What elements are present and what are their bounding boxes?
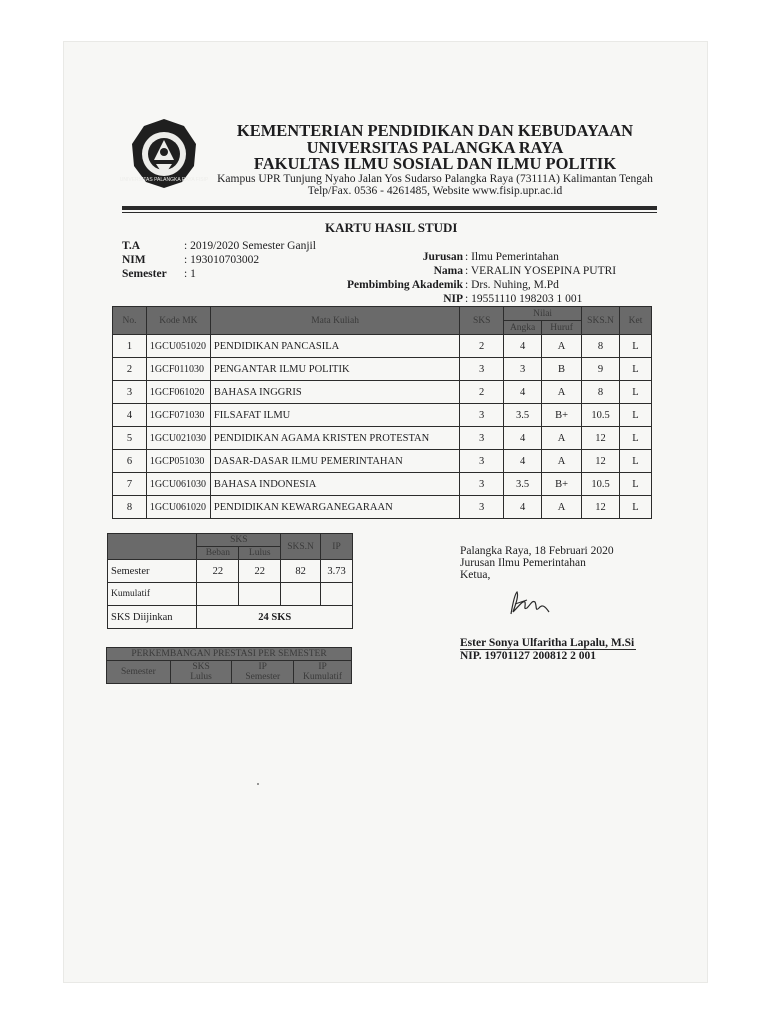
cell-angka: 3	[504, 358, 542, 381]
cell-no: 6	[113, 450, 147, 473]
table-row	[113, 450, 652, 473]
col-sks: SKS	[460, 307, 504, 335]
summary-sks-diijinkan-value: 24 SKS	[197, 606, 353, 629]
cell-huruf: B+	[542, 404, 582, 427]
cell-ket: L	[620, 496, 652, 519]
signature-name: Ester Sonya Ulfaritha Lapalu, M.Si	[460, 637, 635, 649]
cell-no: 7	[113, 473, 147, 496]
cell-sks: 3	[460, 358, 504, 381]
cell-angka: 4	[504, 335, 542, 358]
signature-dept: Jurusan Ilmu Pemerintahan	[460, 557, 586, 569]
col-no: No.	[113, 307, 147, 335]
cell-huruf: A	[542, 427, 582, 450]
cell-huruf: A	[542, 496, 582, 519]
summary-header-row	[108, 534, 353, 547]
progress-col-ip-semester-line2: Semester	[245, 672, 281, 682]
cell-sksn: 8	[582, 381, 620, 404]
pembimbing-label: Pembimbing Akademik	[347, 279, 463, 291]
nama-label: Nama	[433, 265, 463, 277]
summary-kumulatif-ip	[321, 583, 353, 606]
signature-role: Ketua,	[460, 569, 491, 581]
summary-corner	[108, 534, 197, 560]
cell-kode: 1GCU021030	[146, 427, 210, 450]
cell-mata-kuliah: FILSAFAT ILMU	[210, 404, 459, 427]
signature-place-date: Palangka Raya, 18 Februari 2020	[460, 545, 614, 557]
progress-col-semester: Semester	[107, 661, 171, 684]
col-sksn: SKS.N	[582, 307, 620, 335]
progress-title-row	[107, 648, 352, 661]
nip-label-wrap	[355, 293, 463, 306]
summary-col-ip: IP	[321, 534, 353, 560]
paper-speck	[257, 783, 259, 785]
cell-sks: 2	[460, 381, 504, 404]
cell-mata-kuliah: PENDIDIKAN AGAMA KRISTEN PROTESTAN	[210, 427, 459, 450]
header-divider	[122, 206, 657, 210]
col-mata-kuliah: Mata Kuliah	[210, 307, 459, 335]
cell-ket: L	[620, 450, 652, 473]
semester-label: Semester	[122, 268, 167, 280]
progress-col-ip-kumulatif	[294, 661, 352, 684]
cell-sksn: 10.5	[582, 473, 620, 496]
signature-nip: NIP. 19701127 200812 2 001	[460, 650, 596, 662]
cell-ket: L	[620, 427, 652, 450]
cell-no: 3	[113, 381, 147, 404]
ta-row	[122, 240, 316, 253]
summary-semester-beban: 22	[197, 560, 239, 583]
cell-ket: L	[620, 335, 652, 358]
cell-no: 2	[113, 358, 147, 381]
cell-angka: 4	[504, 450, 542, 473]
summary-col-beban: Beban	[197, 547, 239, 560]
progress-col-sks-lulus	[170, 661, 232, 684]
progress-title: PERKEMBANGAN PRESTASI PER SEMESTER	[107, 648, 352, 661]
summary-kumulatif-lulus	[239, 583, 281, 606]
table-row	[113, 496, 652, 519]
cell-kode: 1GCU051020	[146, 335, 210, 358]
grades-table	[112, 306, 652, 519]
nim-label: NIM	[122, 254, 146, 266]
cell-no: 8	[113, 496, 147, 519]
handwritten-signature	[505, 588, 551, 620]
pembimbing-value: : Drs. Nuhing, M.Pd	[465, 279, 559, 291]
cell-sks: 3	[460, 427, 504, 450]
header-address: Kampus UPR Tunjung Nyaho Jalan Yos Sudarso Palangka Raya (73111A) Kalimantan Tengah	[217, 173, 653, 185]
cell-sks: 3	[460, 473, 504, 496]
cell-no: 5	[113, 427, 147, 450]
university-seal-icon	[119, 116, 209, 190]
cell-angka: 4	[504, 381, 542, 404]
pembimbing-label-wrap	[333, 279, 463, 292]
header-contact: Telp/Fax. 0536 - 4261485, Website www.fisip.upr.ac.id	[307, 185, 563, 197]
summary-semester-lulus: 22	[239, 560, 281, 583]
summary-col-sks: SKS	[197, 534, 281, 547]
cell-kode: 1GCU061020	[146, 496, 210, 519]
nama-value: : VERALIN YOSEPINA PUTRI	[465, 265, 617, 277]
jurusan-label: Jurusan	[422, 251, 463, 263]
cell-sksn: 8	[582, 335, 620, 358]
cell-mata-kuliah: PENDIDIKAN PANCASILA	[210, 335, 459, 358]
table-row	[113, 473, 652, 496]
header-divider-thin	[122, 212, 657, 213]
col-kode: Kode MK	[146, 307, 210, 335]
jurusan-label-wrap	[355, 251, 463, 264]
jurusan-value: : Ilmu Pemerintahan	[465, 251, 559, 263]
document-title: KARTU HASIL STUDI	[325, 220, 458, 235]
summary-semester-label: Semester	[108, 560, 197, 583]
semester-row	[122, 268, 196, 281]
cell-mata-kuliah: DASAR-DASAR ILMU PEMERINTAHAN	[210, 450, 459, 473]
summary-sks-diijinkan-row	[108, 606, 353, 629]
progress-col-ip-semester	[232, 661, 294, 684]
grades-header-row	[113, 307, 652, 321]
cell-sks: 3	[460, 450, 504, 473]
cell-angka: 3.5	[504, 473, 542, 496]
ta-label: T.A	[122, 240, 140, 252]
cell-kode: 1GCU061030	[146, 473, 210, 496]
cell-kode: 1GCF061020	[146, 381, 210, 404]
cell-huruf: B+	[542, 473, 582, 496]
summary-semester-ip: 3.73	[321, 560, 353, 583]
nim-row	[122, 254, 259, 267]
cell-mata-kuliah: PENGANTAR ILMU POLITIK	[210, 358, 459, 381]
cell-mata-kuliah: BAHASA INGGRIS	[210, 381, 459, 404]
table-row	[113, 335, 652, 358]
nip-value: : 19551110 198203 1 001	[465, 293, 583, 305]
cell-huruf: A	[542, 335, 582, 358]
ta-value: : 2019/2020 Semester Ganjil	[184, 240, 316, 252]
col-huruf: Huruf	[542, 321, 582, 335]
summary-col-lulus: Lulus	[239, 547, 281, 560]
cell-sksn: 9	[582, 358, 620, 381]
summary-sks-diijinkan-label: SKS Diijinkan	[108, 606, 197, 629]
semester-value: : 1	[184, 268, 196, 280]
summary-semester-row	[108, 560, 353, 583]
cell-sksn: 12	[582, 450, 620, 473]
header-university: UNIVERSITAS PALANGKA RAYA	[306, 138, 564, 157]
cell-sksn: 12	[582, 427, 620, 450]
cell-kode: 1GCF071030	[146, 404, 210, 427]
nama-label-wrap	[355, 265, 463, 278]
progress-header-row	[107, 661, 352, 684]
header-faculty: FAKULTAS ILMU SOSIAL DAN ILMU POLITIK	[253, 154, 617, 173]
progress-col-ip-semester-line1: IP	[258, 662, 267, 672]
col-ket: Ket	[620, 307, 652, 335]
cell-huruf: A	[542, 381, 582, 404]
col-angka: Angka	[504, 321, 542, 335]
cell-no: 1	[113, 335, 147, 358]
progress-col-ip-kumulatif-line2: Kumulatif	[303, 672, 343, 682]
header-ministry: KEMENTERIAN PENDIDIKAN DAN KEBUDAYAAN	[236, 121, 634, 140]
cell-no: 4	[113, 404, 147, 427]
cell-angka: 4	[504, 496, 542, 519]
cell-sks: 2	[460, 335, 504, 358]
cell-angka: 4	[504, 427, 542, 450]
nim-value: : 193010703002	[184, 254, 260, 266]
cell-sks: 3	[460, 404, 504, 427]
progress-col-ip-kumulatif-line1: IP	[318, 662, 327, 672]
cell-kode: 1GCP051030	[146, 450, 210, 473]
summary-kumulatif-sksn	[281, 583, 321, 606]
cell-huruf: B	[542, 358, 582, 381]
cell-ket: L	[620, 473, 652, 496]
summary-kumulatif-beban	[197, 583, 239, 606]
col-nilai: Nilai	[504, 307, 582, 321]
cell-sksn: 12	[582, 496, 620, 519]
seal-lettering: UNIVERSITAS PALANGKA RAYA FISIP	[119, 177, 209, 183]
summary-semester-sksn: 82	[281, 560, 321, 583]
cell-sksn: 10.5	[582, 404, 620, 427]
cell-mata-kuliah: BAHASA INDONESIA	[210, 473, 459, 496]
summary-kumulatif-row	[108, 583, 353, 606]
table-row	[113, 404, 652, 427]
cell-kode: 1GCF011030	[146, 358, 210, 381]
progress-col-sks-lulus-line1: SKS	[192, 662, 210, 672]
table-row	[113, 427, 652, 450]
cell-angka: 3.5	[504, 404, 542, 427]
table-row	[113, 381, 652, 404]
summary-col-sksn: SKS.N	[281, 534, 321, 560]
summary-kumulatif-label: Kumulatif	[108, 583, 197, 606]
cell-huruf: A	[542, 450, 582, 473]
progress-table	[106, 647, 352, 684]
cell-ket: L	[620, 404, 652, 427]
nip-label: NIP	[443, 293, 463, 305]
cell-sks: 3	[460, 496, 504, 519]
table-row	[113, 358, 652, 381]
progress-col-sks-lulus-line2: Lulus	[190, 672, 212, 682]
cell-mata-kuliah: PENDIDIKAN KEWARGANEGARAAN	[210, 496, 459, 519]
summary-table	[107, 533, 353, 629]
cell-ket: L	[620, 358, 652, 381]
cell-ket: L	[620, 381, 652, 404]
